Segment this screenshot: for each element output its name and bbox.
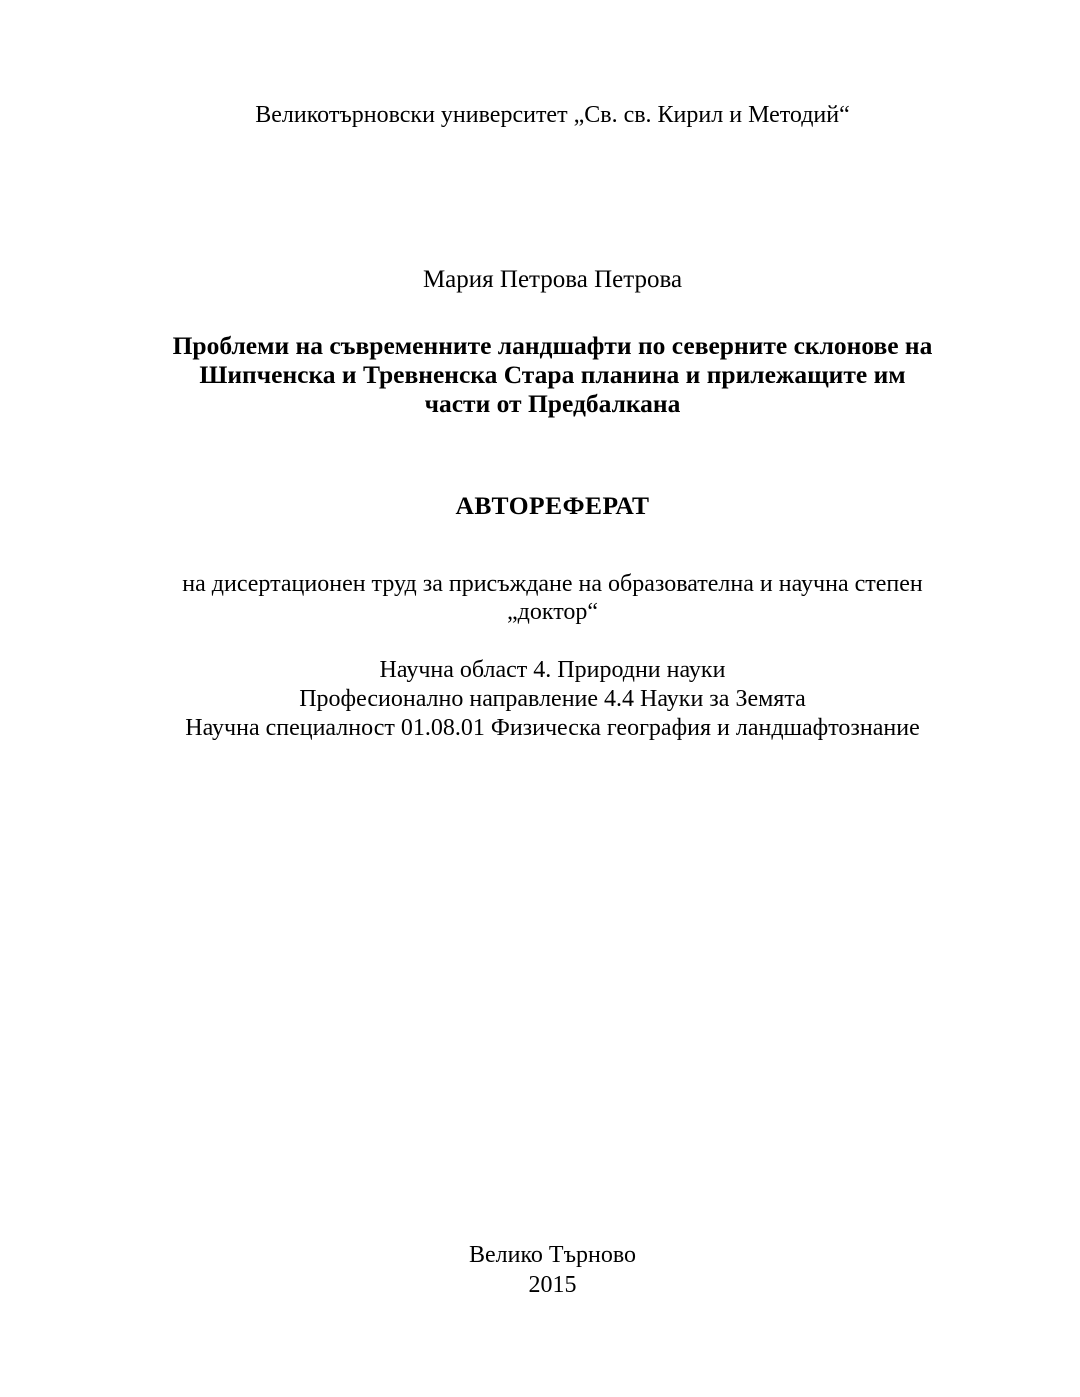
city: Велико Търново <box>468 1242 636 1268</box>
university-name: Великотърновски университет „Св. св. Кирил и Методий“ <box>255 102 850 128</box>
document-subtitle <box>0 570 1080 626</box>
field-line: Професионално направление 4.4 Науки за Земята <box>299 686 806 712</box>
title-line: части от Предбалкана <box>424 389 681 418</box>
field-line: Научна област 4. Природни науки <box>379 657 726 683</box>
year: 2015 <box>528 1272 577 1298</box>
document-type-heading: АВТОРЕФЕРАТ <box>455 491 650 520</box>
title-line: Проблеми на съвременните ландшафти по северните склонове на <box>172 331 933 360</box>
field-line: Научна специалност 01.08.01 Физическа география и ландшафтознание <box>185 715 920 741</box>
dissertation-title <box>0 331 1080 418</box>
subtitle-line: на дисертационен труд за присъждане на образователна и научна степен <box>182 571 923 597</box>
author-name: Мария Петрова Петрова <box>422 266 683 293</box>
place-and-year <box>0 1240 1080 1300</box>
scientific-fields <box>0 656 1080 743</box>
subtitle-line: „доктор“ <box>506 599 599 625</box>
title-line: Шипченска и Тревненска Стара планина и прилежащите им <box>199 360 906 389</box>
